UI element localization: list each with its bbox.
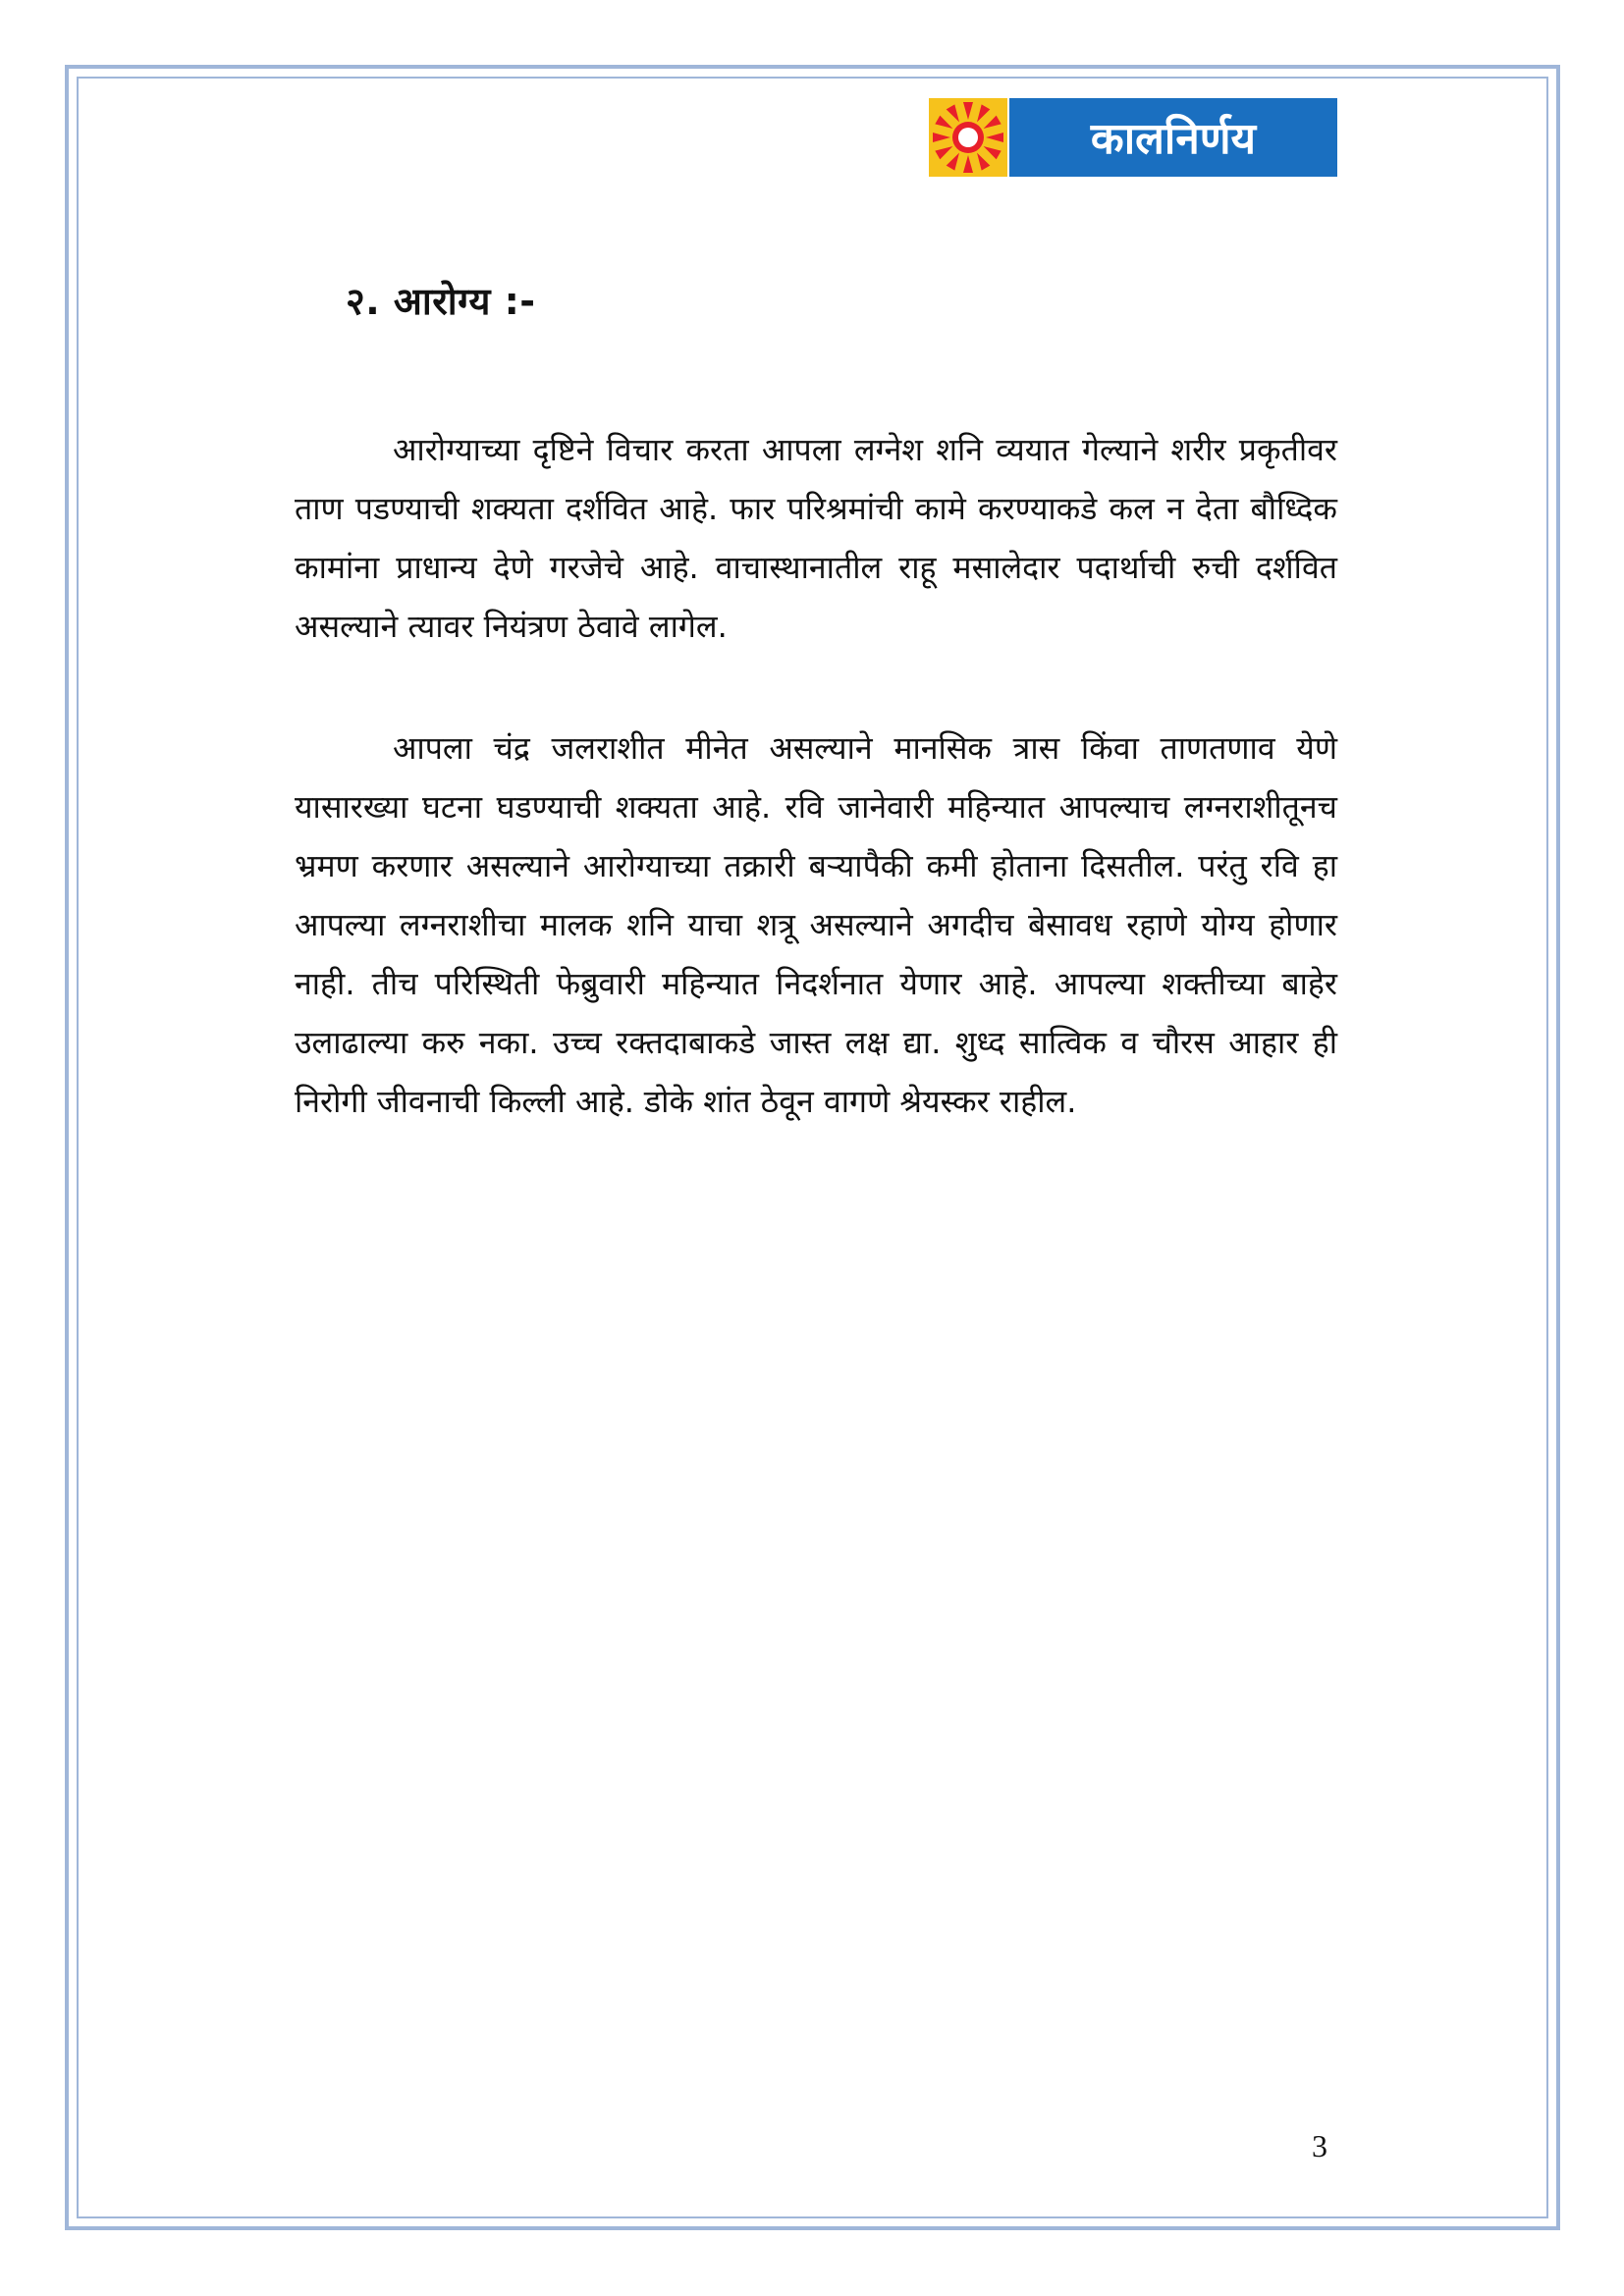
paragraph-1: आरोग्याच्या दृष्टिने विचार करता आपला लग्नेश शनि व्ययात गेल्याने शरीर प्रकृतीवर ताण पडण्याची शक्यता दर्शवित आहे. फार परिश्रमांची कामे करण्याकडे कल न देता बौध्दिक कामांना प्राधान्य देणे गरजेचे आहे. वाचास्थानातील राहू मसालेदार पदार्थाची रुची दर्शवित असल्याने त्यावर नियंत्रण ठेवावे लागेल. (295, 431, 1337, 645)
paragraph-2: आपला चंद्र जलराशीत मीनेत असल्याने मानसिक त्रास किंवा ताणतणाव येणे यासारख्या घटना घडण्याची शक्यता आहे. रवि जानेवारी महिन्यात आपल्याच लग्नराशीतूनच भ्रमण करणार असल्याने आरोग्याच्या तक्रारी बऱ्यापैकी कमी होताना दिसतील. परंतु रवि हा आपल्या लग्नराशीचा मालक शनि याचा शत्रू असल्याने अगदीच बेसावध रहाणे योग्य होणार नाही. तीच परिस्थिती फेब्रुवारी महिन्यात निदर्शनात येणार आहे. आपल्या शक्तीच्या बाहेर उलाढाल्या करु नका. उच्च रक्तदाबाकडे जास्त लक्ष द्या. शुध्द सात्विक व चौरस आहार ही निरोगी जीवनाची किल्ली आहे. डोके शांत ठेवून वागणे श्रेयस्कर राहील. (295, 729, 1337, 1120)
page-border-inner (77, 77, 1548, 2218)
logo-text: कालनिर्णय (1090, 114, 1257, 164)
page-number: 3 (1312, 2128, 1327, 2163)
kalnirnay-logo (929, 98, 1337, 177)
section-heading: २. आरोग्य :- (346, 280, 536, 323)
